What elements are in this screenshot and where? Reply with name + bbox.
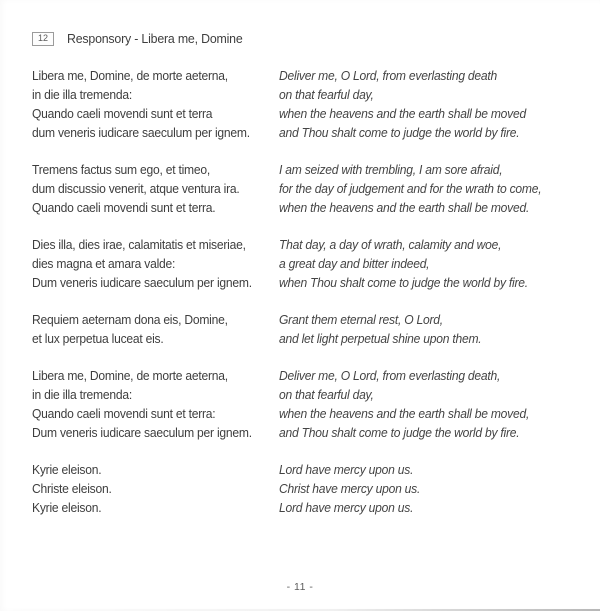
english-line: when the heavens and the earth shall be moved — [279, 106, 526, 121]
stanza-row — [0, 235, 600, 292]
stanza-latin-text — [32, 366, 262, 442]
english-line: and let light perpetual shine upon them. — [279, 331, 482, 346]
english-line: Deliver me, O Lord, from everlasting death — [279, 68, 498, 83]
latin-line: Dum veneris iudicare saeculum per ignem. — [32, 425, 252, 440]
stanza-english-text — [279, 66, 548, 142]
english-line: Lord have mercy upon us. — [279, 462, 414, 477]
english-line: Christ have mercy upon us. — [279, 481, 421, 496]
stanza-english-text — [279, 460, 548, 517]
english-line: for the day of judgement and for the wrath to come, — [279, 181, 542, 196]
latin-line: dum veneris iudicare saeculum per ignem. — [32, 125, 250, 140]
stanza-latin-text — [32, 160, 262, 217]
stanza-latin — [0, 160, 279, 217]
stanza-row — [0, 66, 600, 142]
english-line: and Thou shalt come to judge the world by fire. — [279, 425, 520, 440]
stanza-english-text — [279, 235, 548, 292]
english-line: Deliver me, O Lord, from everlasting death, — [279, 368, 501, 383]
stanza-english — [279, 235, 568, 292]
latin-line: Libera me, Domine, de morte aeterna, — [32, 368, 228, 383]
latin-line: dum discussio venerit, atque ventura ira. — [32, 181, 240, 196]
english-line: That day, a day of wrath, calamity and woe, — [279, 237, 502, 252]
latin-line: Quando caeli movendi sunt et terra. — [32, 200, 216, 215]
stanza-latin — [0, 235, 279, 292]
stanza-english-text — [279, 310, 548, 348]
stanza-latin-text — [32, 310, 262, 348]
latin-line: in die illa tremenda: — [32, 87, 132, 102]
page-title: Responsory - Libera me, Domine — [67, 31, 243, 46]
english-line: Grant them eternal rest, O Lord, — [279, 312, 443, 327]
stanza-english — [279, 310, 568, 348]
stanza-latin-text — [32, 235, 262, 292]
english-line: when the heavens and the earth shall be moved, — [279, 406, 530, 421]
english-line: on that fearful day, — [279, 87, 374, 102]
stanza-english-text — [279, 160, 548, 217]
latin-line: Dum veneris iudicare saeculum per ignem. — [32, 275, 252, 290]
english-line: on that fearful day, — [279, 387, 374, 402]
stanza-row — [0, 310, 600, 348]
stanza-latin-text — [32, 460, 262, 517]
latin-line: Quando caeli movendi sunt et terra — [32, 106, 213, 121]
english-line: and Thou shalt come to judge the world by fire. — [279, 125, 520, 140]
stanza-english-text — [279, 366, 548, 442]
latin-line: Requiem aeternam dona eis, Domine, — [32, 312, 228, 327]
english-line: a great day and bitter indeed, — [279, 256, 430, 271]
stanza-latin — [0, 366, 279, 442]
page-header — [32, 31, 252, 46]
english-line: when the heavens and the earth shall be moved. — [279, 200, 530, 215]
english-line: when Thou shalt come to judge the world by fire. — [279, 275, 528, 290]
latin-line: Kyrie eleison. — [32, 462, 102, 477]
latin-line: dies magna et amara valde: — [32, 256, 176, 271]
latin-line: Quando caeli movendi sunt et terra: — [32, 406, 216, 421]
english-line: I am seized with trembling, I am sore afraid, — [279, 162, 503, 177]
stanza-latin-text — [32, 66, 262, 142]
stanza-english — [279, 66, 568, 142]
latin-line: Kyrie eleison. — [32, 500, 102, 515]
stanza-row — [0, 460, 600, 517]
latin-line: Tremens factus sum ego, et timeo, — [32, 162, 211, 177]
stanza-english — [279, 160, 568, 217]
track-number-badge: 12 — [32, 32, 54, 46]
stanza-row — [0, 366, 600, 442]
latin-line: et lux perpetua luceat eis. — [32, 331, 164, 346]
stanza-english — [279, 460, 568, 517]
lyrics-columns — [0, 66, 600, 535]
stanza-latin — [0, 310, 279, 348]
stanza-latin — [0, 460, 279, 517]
english-line: Lord have mercy upon us. — [279, 500, 414, 515]
stanza-latin — [0, 66, 279, 142]
latin-line: Libera me, Domine, de morte aeterna, — [32, 68, 228, 83]
latin-line: Christe eleison. — [32, 481, 112, 496]
stanza-row — [0, 160, 600, 217]
stanza-english — [279, 366, 568, 442]
latin-line: in die illa tremenda: — [32, 387, 132, 402]
page-number: - 11 - — [286, 581, 314, 593]
latin-line: Dies illa, dies irae, calamitatis et miseriae, — [32, 237, 246, 252]
